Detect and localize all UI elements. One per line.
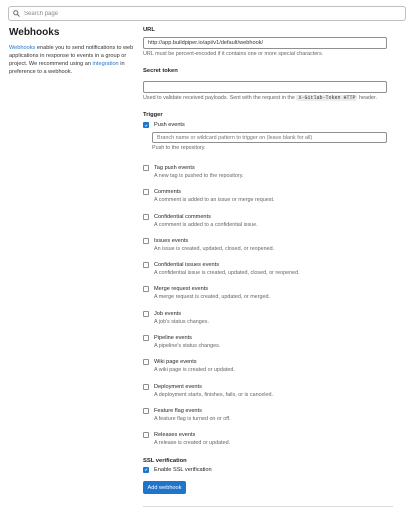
trigger-event-item [143, 164, 393, 188]
trigger-label: Trigger [143, 112, 163, 118]
event-checkbox[interactable] [143, 165, 149, 171]
integration-link[interactable]: integration [92, 61, 119, 67]
push-events-group [143, 121, 393, 158]
secret-token-help [143, 95, 393, 102]
event-checkbox[interactable] [143, 384, 149, 390]
event-checkbox[interactable] [143, 359, 149, 365]
secret-help-code: X-Gitlab-Token HTTP [298, 95, 356, 101]
search-icon [13, 10, 20, 17]
trigger-event-item [143, 334, 393, 358]
event-label: Job events [154, 310, 182, 317]
event-checkbox[interactable] [143, 214, 149, 220]
intro-text-part-1: enable you to send notifications to web applications in response to events in a group or project. We recommend using an [9, 45, 134, 67]
page-title: Webhooks [9, 27, 60, 38]
event-checkbox-row[interactable] [143, 164, 393, 172]
event-desc: A deployment starts, finishes, fails, or is canceled. [154, 391, 273, 398]
ssl-checkbox[interactable] [143, 467, 149, 473]
trigger-event-item [143, 407, 393, 431]
event-checkbox[interactable] [143, 286, 149, 292]
add-webhook-button[interactable]: Add webhook [143, 481, 186, 494]
event-label: Feature flag events [154, 407, 202, 414]
search-input[interactable] [24, 11, 394, 17]
trigger-event-item [143, 188, 393, 212]
event-checkbox[interactable] [143, 432, 149, 438]
ssl-verification-label: SSL verification [143, 457, 187, 464]
bottom-divider [143, 506, 393, 507]
trigger-event-item [143, 285, 393, 309]
push-events-label: Push events [154, 122, 185, 128]
event-checkbox-row[interactable] [143, 188, 393, 196]
trigger-event-item [143, 261, 393, 285]
event-label: Releases events [154, 432, 196, 439]
check-icon [144, 467, 148, 472]
trigger-event-item [143, 383, 393, 407]
event-checkbox[interactable] [143, 311, 149, 317]
event-checkbox-row[interactable] [143, 310, 393, 318]
secret-token-input[interactable] [143, 81, 387, 93]
push-events-checkbox[interactable] [143, 122, 149, 128]
trigger-event-item [143, 310, 393, 334]
event-desc: An issue is created, updated, closed, or reopened. [154, 245, 275, 252]
url-input[interactable] [143, 37, 387, 49]
webhooks-link[interactable]: Webhooks [9, 45, 36, 51]
secret-token-label: Secret token [143, 68, 178, 74]
ssl-checkbox-row[interactable] [143, 466, 393, 474]
search-bar[interactable] [8, 6, 406, 21]
event-checkbox-row[interactable] [143, 237, 393, 245]
event-desc: A new tag is pushed to the repository. [154, 173, 244, 179]
webhook-form [143, 26, 393, 474]
trigger-event-item [143, 213, 393, 237]
event-label: Comments [154, 189, 182, 196]
event-desc: A comment is added to a confidential issue. [154, 221, 258, 228]
event-checkbox-row[interactable] [143, 261, 393, 269]
event-checkbox[interactable] [143, 408, 149, 414]
event-checkbox[interactable] [143, 335, 149, 341]
event-label: Deployment events [154, 383, 202, 390]
event-desc: A release is created or updated. [154, 440, 231, 447]
event-checkbox-row[interactable] [143, 431, 393, 439]
event-checkbox-row[interactable] [143, 213, 393, 221]
url-label: URL [143, 27, 155, 33]
event-desc: A feature flag is turned on or off. [154, 415, 231, 422]
event-checkbox-row[interactable] [143, 383, 393, 391]
event-desc: A wiki page is created or updated. [154, 367, 235, 374]
event-checkbox-row[interactable] [143, 407, 393, 415]
event-label: Confidential issues events [154, 262, 219, 269]
event-checkbox-row[interactable] [143, 334, 393, 342]
event-label: Issues events [154, 237, 189, 244]
trigger-event-item [143, 237, 393, 261]
event-desc: A comment is added to an issue or merge request. [154, 197, 275, 204]
event-desc: A job's status changes. [154, 318, 209, 325]
branch-filter-input[interactable] [152, 132, 387, 143]
event-label: Tag push events [154, 165, 195, 171]
event-label: Wiki page events [154, 359, 197, 366]
event-desc: A pipeline's status changes. [154, 343, 221, 350]
secret-help-part-2: header. [357, 95, 377, 101]
sidebar-intro [9, 27, 134, 76]
event-label: Merge request events [154, 286, 209, 293]
push-events-desc: Push to the repository. [152, 145, 206, 151]
intro-text-part-2: in preference to a webhook. [9, 61, 125, 75]
check-icon [144, 123, 148, 128]
event-checkbox[interactable] [143, 238, 149, 244]
intro-text [9, 44, 134, 76]
url-help: URL must be percent-encoded if it contains one or more special characters. [143, 51, 324, 57]
push-events-checkbox-row[interactable] [143, 121, 393, 129]
event-checkbox-row[interactable] [143, 285, 393, 293]
event-checkbox[interactable] [143, 189, 149, 195]
trigger-event-item [143, 358, 393, 382]
event-desc: A confidential issue is created, updated, closed, or reopened. [154, 270, 300, 277]
event-desc: A merge request is created, updated, or merged. [154, 294, 270, 301]
event-checkbox[interactable] [143, 262, 149, 268]
event-label: Confidential comments [154, 213, 211, 220]
event-label: Pipeline events [154, 335, 192, 342]
trigger-event-item [143, 431, 393, 455]
event-checkbox-row[interactable] [143, 358, 393, 366]
trigger-events-list [143, 164, 393, 456]
secret-help-part-1: Used to validate received payloads. Sent with the request in the [143, 95, 297, 101]
ssl-checkbox-label: Enable SSL verification [154, 466, 212, 473]
